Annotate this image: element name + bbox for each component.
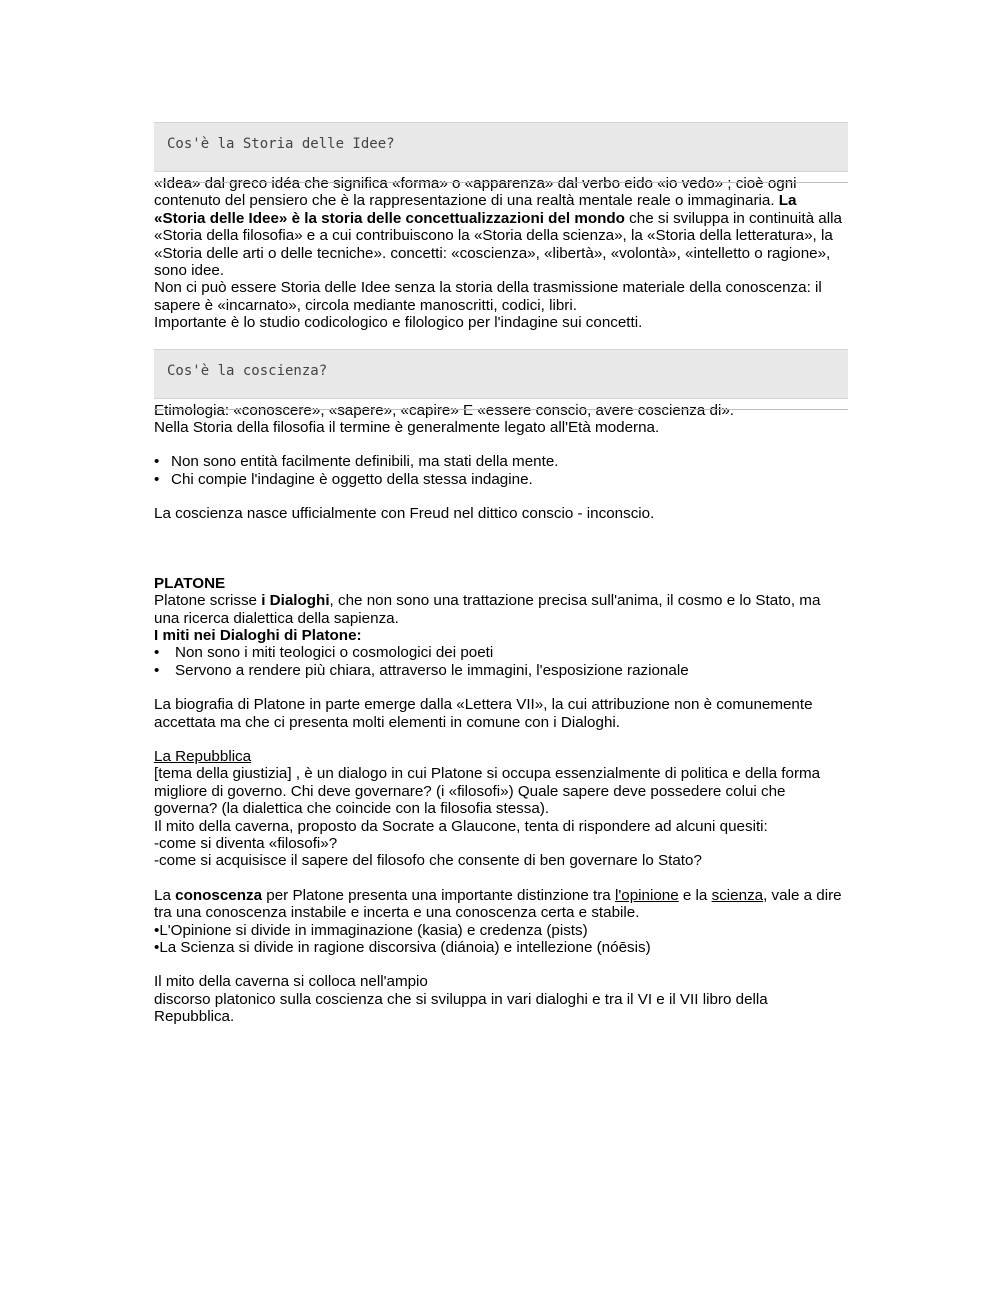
miti-heading: I miti nei Dialoghi di Platone: [154, 626, 362, 644]
list-item: • Servono a rendere più chiara, attraverso le immagini, l'esposizione razionale [154, 662, 848, 679]
etimologia-line: Etimologia: «conoscere», «sapere», «capire» E «essere conscio, avere coscienza di». [154, 401, 734, 419]
paragraph-repubblica: [tema della giustizia] , è un dialogo in cui Platone si occupa essenzialmente di politica e della forma migliore di governo. Chi deve governare? (i «filosofi») Quale sapere deve possedere colui che governa? (la dialettica che coincide con la filosofia stessa). [154, 765, 821, 818]
repubblica-title: La Repubblica [154, 747, 252, 765]
list-item: • Non sono i miti teologici o cosmologici dei poeti [154, 644, 848, 661]
code-block-storia-idee [154, 122, 848, 172]
idea-definition-line: «Idea» dal greco idéa che significa «forma» o «apparenza» dal verbo eido «io vedo» ; cioè ogni [154, 175, 797, 192]
scienza-line: •La Scienza si divide in ragione discorsiva (diánoia) e intellezione (nóēsis) [154, 939, 651, 956]
overlap-rule [154, 409, 848, 410]
document-page [154, 122, 848, 1026]
bold-definition: La «Storia delle Idee» è la storia delle concettualizzazioni del mondo [154, 192, 797, 227]
list-item: • Non sono entità facilmente definibili, ma stati della mente. [154, 453, 848, 470]
coscienza-bullet-list [154, 453, 848, 488]
paragraph-freud: La coscienza nasce ufficialmente con Freud nel dittico conscio - inconscio. [154, 505, 655, 523]
code-title: Cos'è la coscienza? [167, 362, 328, 379]
platone-heading: PLATONE [154, 574, 226, 592]
section-platone [154, 575, 848, 1026]
paragraph-conoscenza: La conoscenza per Platone presenta una importante distinzione tra l'opinione e la scienza, vale a dire tra una conoscenza instabile e incerta e una conoscenza certa e stabile. [154, 886, 842, 922]
closing-line: Il mito della caverna si colloca nell'ampio [154, 973, 428, 991]
paragraph-dialoghi: Platone scrisse i Dialoghi, che non sono una trattazione precisa sull'anima, il cosmo e lo Stato, ma una ricerca dialettica della sapienza. [154, 592, 821, 627]
paragraph-biografia: La biografia di Platone in parte emerge dalla «Lettera VII», la cui attribuzione non è comunemente accettata ma che ci presenta molti elementi in comune con i Dialoghi. [154, 696, 813, 731]
paragraph-eta-moderna: Nella Storia della filosofia il termine è generalmente legato all'Età moderna. [154, 419, 660, 437]
opinione-line: •L'Opinione si divide in immaginazione (kasia) e credenza (pists) [154, 921, 588, 939]
section-coscienza [154, 402, 848, 523]
code-block-coscienza [154, 349, 848, 399]
list-item: • Chi compie l'indagine è oggetto della stessa indagine. [154, 471, 848, 488]
code-title: Cos'è la Storia delle Idee? [167, 136, 395, 152]
question-line: -come si diventa «filosofi»? [154, 834, 338, 852]
paragraph-storia-idee: contenuto del pensiero che è la rappresentazione di una realtà mentale reale o immaginaria. La «Storia delle Idee» è la storia delle concettualizzazioni del mondo che si sviluppa in continuità alla «Storia della filosofia» e a cui contribuiscono la «Storia della scienza», la «Storia della letteratura», la «Storia delle arti o delle tecniche». concetti: «coscienza», «libertà», «volontà», «intelletto o ragione», sono idee. [154, 192, 842, 280]
section-storia-idee [154, 175, 848, 332]
paragraph-mito-caverna: Il mito della caverna, proposto da Socrate a Glaucone, tenta di rispondere ad alcuni quesiti: [154, 817, 768, 835]
closing-paragraph: discorso platonico sulla coscienza che si sviluppa in vari dialoghi e tra il VI e il VII libro della Repubblica. [154, 990, 768, 1026]
miti-bullet-list [154, 644, 848, 679]
paragraph-codicologico: Importante è lo studio codicologico e filologico per l'indagine sui concetti. [154, 314, 643, 332]
question-line: -come si acquisisce il sapere del filosofo che consente di ben governare lo Stato? [154, 852, 702, 870]
paragraph-trasmissione: Non ci può essere Storia delle Idee senza la storia della trasmissione materiale della conoscenza: il sapere è «incarnato», circola mediante manoscritti, codici, libri. [154, 279, 822, 314]
overlap-rule [154, 182, 848, 183]
